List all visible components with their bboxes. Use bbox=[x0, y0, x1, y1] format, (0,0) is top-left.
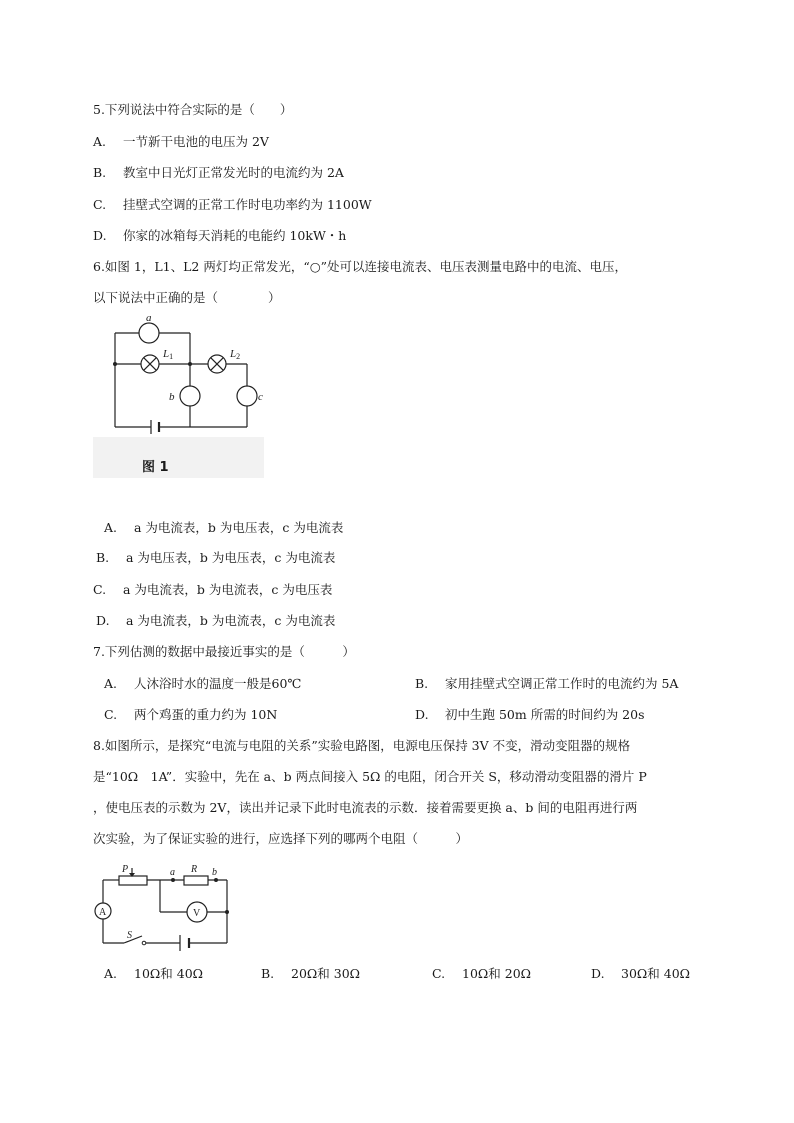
question-8-option-c bbox=[432, 966, 531, 982]
battery-icon bbox=[180, 935, 189, 951]
option-text: 初中生跑 50m 所需的时间约为 20s bbox=[445, 707, 645, 722]
circuit-figure-2 bbox=[90, 856, 240, 956]
question-6-option-b bbox=[96, 550, 335, 566]
question-7-option-a bbox=[104, 676, 301, 692]
option-text: 两个鸡蛋的重力约为 10N bbox=[134, 707, 278, 722]
question-7-option-d bbox=[415, 707, 645, 723]
option-letter: D. bbox=[93, 228, 107, 243]
option-letter: C. bbox=[93, 582, 107, 597]
question-8-option-a bbox=[104, 966, 203, 982]
option-text: 30Ω和 40Ω bbox=[621, 966, 691, 981]
label-p: P bbox=[122, 864, 129, 875]
meter-b-icon bbox=[180, 386, 200, 406]
option-text: a 为电流表，b 为电压表，c 为电流表 bbox=[134, 520, 344, 535]
question-7-stem: 7.下列估测的数据中最接近事实的是（ ） bbox=[93, 644, 355, 659]
question-6-option-a bbox=[104, 520, 343, 536]
figure-caption-background bbox=[93, 437, 264, 478]
question-6-option-d bbox=[96, 613, 335, 629]
option-letter: C. bbox=[104, 707, 118, 722]
label-b: b bbox=[169, 391, 175, 403]
question-6-option-c bbox=[93, 582, 332, 598]
battery-icon bbox=[151, 420, 159, 434]
question-8-stem-line2: 是“10Ω 1A”．实验中，先在 a、b 两点间接入 5Ω 的电阻，闭合开关 S，移动滑动变阻器的滑片 P bbox=[93, 769, 647, 784]
label-s: S bbox=[127, 930, 132, 941]
question-6-stem-line1: 6.如图 1，L1、L2 两灯均正常发光，“○”处可以连接电流表、电压表测量电路中的电流、电压， bbox=[93, 259, 628, 274]
option-letter: A. bbox=[104, 676, 118, 691]
question-8-stem-line4: 次实验，为了保证实验的进行，应选择下列的哪两个电阻（ ） bbox=[93, 831, 469, 846]
option-text: a 为电流表，b 为电流表，c 为电流表 bbox=[126, 613, 336, 628]
option-text: 20Ω和 30Ω bbox=[291, 966, 361, 981]
option-letter: A. bbox=[104, 520, 118, 535]
option-letter: B. bbox=[96, 550, 110, 565]
question-5-option-a bbox=[93, 134, 269, 150]
option-letter: B. bbox=[415, 676, 429, 691]
option-text: a 为电流表，b 为电流表，c 为电压表 bbox=[123, 582, 333, 597]
option-text: 人沐浴时水的温度一般是60℃ bbox=[134, 676, 302, 691]
label-l1: L1 bbox=[163, 348, 174, 361]
option-letter: D. bbox=[96, 613, 110, 628]
question-5-option-c bbox=[93, 197, 372, 213]
question-6-stem-line2: 以下说法中正确的是（ ） bbox=[93, 290, 281, 305]
option-letter: B. bbox=[261, 966, 275, 981]
question-8-option-d bbox=[591, 966, 690, 982]
resistor-icon bbox=[184, 876, 208, 885]
lamp-l2-icon bbox=[208, 355, 226, 373]
question-5-stem: 5.下列说法中符合实际的是（ ） bbox=[93, 102, 293, 117]
label-r: R bbox=[191, 864, 198, 875]
option-text: 教室中日光灯正常发光时的电流约为 2A bbox=[123, 165, 344, 180]
option-letter: B. bbox=[93, 165, 107, 180]
question-8-stem-line3: ，使电压表的示数为 2V，读出并记录下此时电流表的示数．接着需要更换 a、b 间的电阻再进行两 bbox=[93, 800, 638, 815]
option-text: a 为电压表，b 为电压表，c 为电流表 bbox=[126, 550, 336, 565]
option-letter: C. bbox=[432, 966, 446, 981]
label-l2: L2 bbox=[230, 348, 241, 361]
question-8-option-b bbox=[261, 966, 360, 982]
rheostat-icon bbox=[119, 876, 147, 885]
option-text: 你家的冰箱每天消耗的电能约 10kW・h bbox=[123, 228, 347, 243]
label-c: c bbox=[258, 391, 263, 403]
option-letter: A. bbox=[93, 134, 107, 149]
switch-icon bbox=[142, 941, 146, 945]
question-7-option-c bbox=[104, 707, 277, 723]
label-b: b bbox=[212, 867, 217, 878]
option-text: 挂壁式空调的正常工作时电功率约为 1100W bbox=[123, 197, 372, 212]
question-7-option-b bbox=[415, 676, 678, 692]
label-voltmeter-v: V bbox=[193, 908, 201, 919]
question-5-option-d bbox=[93, 228, 346, 244]
question-5-option-b bbox=[93, 165, 344, 181]
label-a: a bbox=[146, 312, 152, 324]
option-letter: C. bbox=[93, 197, 107, 212]
option-text: 一节新干电池的电压为 2V bbox=[123, 134, 269, 149]
question-8-stem-line1: 8.如图所示，是探究“电流与电阻的关系”实验电路图，电源电压保持 3V 不变，滑动变阻器的规格 bbox=[93, 738, 631, 753]
option-text: 家用挂壁式空调正常工作时的电流约为 5A bbox=[445, 676, 679, 691]
option-text: 10Ω和 20Ω bbox=[462, 966, 532, 981]
circuit-figure-1 bbox=[93, 310, 273, 440]
option-letter: D. bbox=[415, 707, 429, 722]
option-letter: D. bbox=[591, 966, 605, 981]
label-ammeter-a: A bbox=[99, 907, 107, 918]
option-text: 10Ω和 40Ω bbox=[134, 966, 204, 981]
lamp-l1-icon bbox=[141, 355, 159, 373]
meter-c-icon bbox=[237, 386, 257, 406]
figure-1-caption: 图 1 bbox=[142, 460, 169, 475]
label-a: a bbox=[170, 867, 175, 878]
meter-a-icon bbox=[139, 323, 159, 343]
option-letter: A. bbox=[104, 966, 118, 981]
